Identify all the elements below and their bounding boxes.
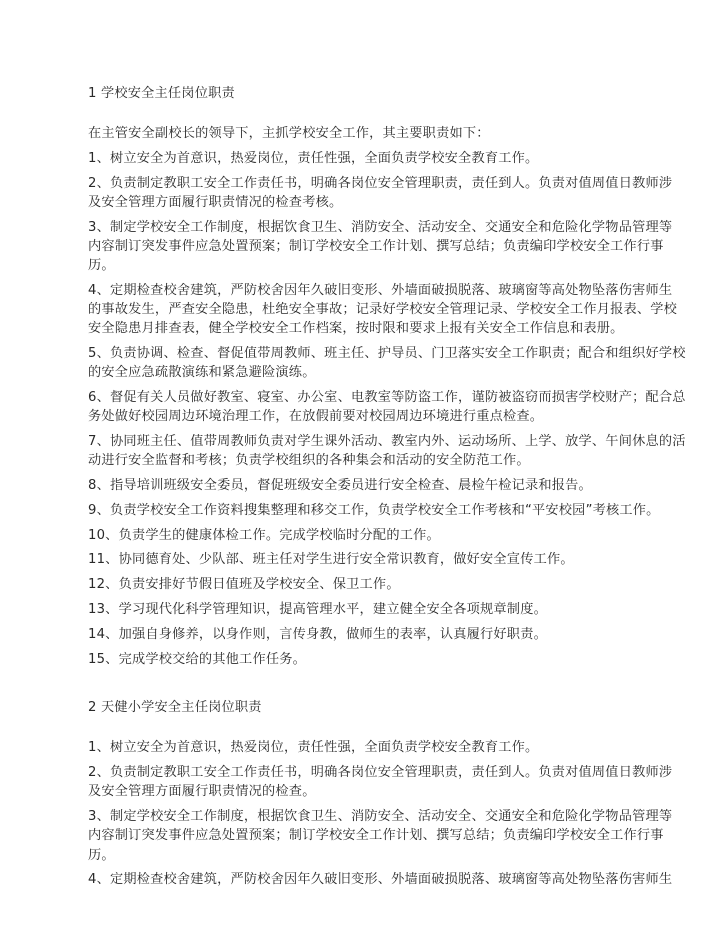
- list-item: 2、负责制定教职工安全工作责任书，明确各岗位安全管理职责，责任到人。负责对值周值日教师涉 及安全管理方面履行职责情况的检查考核。: [88, 175, 673, 210]
- section-1-intro: 在主管安全副校长的领导下，主抓学校安全工作，其主要职责如下：: [88, 126, 490, 141]
- list-item: 5、负责协调、检查、督促值带周教师、班主任、护导员、门卫落实安全工作职责；配合和组织好学校 的安全应急疏散演练和紧急避险演练。: [88, 346, 686, 381]
- spacer: [88, 674, 632, 698]
- list-item: 9、负责学校安全工作资料搜集整理和移交工作，负责学校安全工作考核和“平安校园”考核工作。: [88, 502, 660, 518]
- list-item: 4、定期检查校舍建筑，严防校舍因年久破旧变形、外墙面破损脱落、玻璃窗等高处物坠落伤害师生: [88, 872, 673, 888]
- list-item: 8、指导培训班级安全委员，督促班级安全委员进行安全检查、晨检午检记录和报告。: [88, 478, 592, 493]
- list-item: 15、完成学校交给的其他工作任务。: [88, 651, 306, 667]
- list-item: 10、负责学生的健康体检工作。完成学校临时分配的工作。: [88, 527, 440, 543]
- list-item: 14、加强自身修养，以身作则，言传身教，做师生的表率，认真履行好职责。: [88, 626, 547, 642]
- spacer: [88, 104, 632, 124]
- section-1-title: 1 学校安全主任岗位职责: [88, 86, 235, 101]
- list-item: 6、督促有关人员做好教室、寝室、办公室、电教室等防盗工作，谨防被盗窃而损害学校财产；配合总 务处做好校园周边环境治理工作，在放假前要对校园周边环境进行重点检查。: [88, 390, 686, 425]
- list-item: 1、树立安全为首意识，热爱岗位，责任性强，全面负责学校安全教育工作。: [88, 150, 539, 166]
- spacer: [88, 718, 632, 738]
- list-item: 1、树立安全为首意识，热爱岗位，责任性强，全面负责学校安全教育工作。: [88, 740, 539, 756]
- section-2-list: [88, 738, 673, 889]
- list-item: 11、协同德育处、少队部、班主任对学生进行安全常识教育，做好安全宣传工作。: [88, 552, 574, 568]
- list-item: 2、负责制定教职工安全工作责任书，明确各岗位安全管理职责，责任到人。负责对值周值日教师涉 及安全管理方面履行职责情况的检查。: [88, 765, 673, 800]
- list-item: 13、学习现代化科学管理知识，提高管理水平，建立健全安全各项规章制度。: [88, 601, 547, 617]
- list-item: 4、定期检查校舍建筑，严防校舍因年久破旧变形、外墙面破损脱落、玻璃窗等高处物坠落伤害师生 的事故发生，严查安全隐患，杜绝安全事故；记录好学校安全管理记录、学校安全工作月报表、学校 安全隐患月排查表，健全学校安全工作档案，按时限和要求上报有关安全工作信息和表册。: [88, 282, 678, 337]
- section-2-title: 2 天健小学安全主任岗位职责: [88, 700, 262, 716]
- list-item: 3、制定学校安全工作制度，根据饮食卫生、消防安全、活动安全、交通安全和危险化学物品管理等 内容制订突发事件应急处置预案；制订学校安全工作计划、撰写总结；负责编印学校安全工作行事 历。: [88, 809, 673, 863]
- section-1-list: [88, 149, 686, 669]
- list-item: 12、负责安排好节假日值班及学校安全、保卫工作。: [88, 577, 400, 593]
- list-item: 3、制定学校安全工作制度，根据饮食卫生、消防安全、活动安全、交通安全和危险化学物品管理等 内容制订突发事件应急处置预案；制订学校安全工作计划、撰写总结；负责编印学校安全工作行事 历。: [88, 219, 673, 273]
- list-item: 7、协同班主任、值带周教师负责对学生课外活动、教室内外、运动场所、上学、放学、午间休息的活 动进行安全监督和考核；负责学校组织的各种集会和活动的安全防范工作。: [88, 434, 686, 469]
